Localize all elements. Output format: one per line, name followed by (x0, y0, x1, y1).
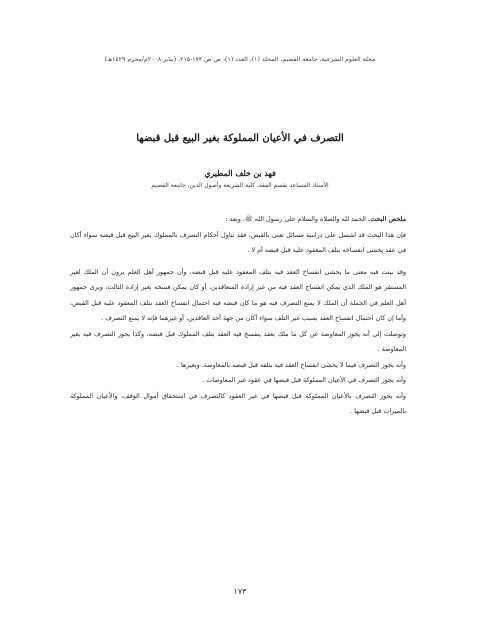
abstract-body (70, 212, 406, 420)
abstract-opening: الحمد لله والصلاة والسلام على رسول الله ﷺ، وبعد : (225, 215, 366, 223)
page-number: ١٧٣ (233, 587, 247, 596)
author-affiliation: الأستاذ المساعد بقسم الفقه، كلية الشريعة وأصول الدين، جامعة القصيم (151, 182, 329, 189)
abstract-paragraph: وأنه يجوز التصرف بالأعيان المملوكة قبل قبضها في غير العقود كالتصرف في استحقاق أموال الوقف، والأعيان المملوكة بالميراث قبل قبضها . (70, 391, 406, 415)
abstract-paragraph: فإن هذا البحث قد اشتمل على دراسة مسائل تعنى بالقبض، فقد تناول أحكام التصرف بالمملوك بغير البيع قبل قبضه سواء أكان في عقد يخشى انفساخه بتلف المعقود عليه قبل قبضه أم لا . (70, 230, 406, 254)
abstract-paragraph: وتوصلت إلى أنه يجوز المعاوضة عن كل ما ملك بعقد ينفسخ فيه العقد بتلف المملوك قبل قبضه، وكذا يجوز التصرف فيه بغير المعاوضة . (70, 329, 406, 353)
article-title: التصرف في الأعيان المملوكة بغير البيع قبل قبضها (136, 133, 344, 144)
abstract-lead: ملخص البحث. (368, 215, 406, 223)
author-name: فهد بن خلف المطيري (204, 169, 276, 178)
abstract-intro (70, 212, 406, 228)
abstract-paragraph: وأنه يجوز التصرف فيما لا يخشى انفساخ العقد فيه بتلفه قبل قبضه بالمعاوضة، وبغيرها . (176, 360, 406, 369)
journal-citation-header: مجلة العلوم الشرعية، جامعة القصيم، المجلد (١)، العدد (١)، ص ص ١٧٣-٢١٥، (يناير ٢٠٠٨م/محرم ١٤٢٩هـ) (104, 56, 376, 63)
abstract-paragraph: وأنه يجوز التصرف في الأعيان المملوكة قبل قبضها في عقود غير المعاوضات . (202, 376, 406, 384)
abstract-paragraph: وقد بينت فيه معنى ما يخشى انفساخ العقد فيه بتلف المعقود عليه قبل قبضه، وأن جمهور أهل العلم يرون أن الملك لغير المستقر هو الملك الذي يمكن انفساخ العقد فيه من غير إرادة المتعاقدين، أو كان يمكن فسخه بغير إرادة الثالث، ويرى جمهور أهل العلم في الجملة أن الملك لا يمنع التصرف فيه هو ما كان قبضه فيه احتمال انفساخ العقد بتلف المعقود عليه قبل القبض، وأما إن كان احتمال انفساخ العقد بسبب غير التلف سواء أكان من جهة أحد العاقدين، أو غيرهما فإنه لا يمنع التصرف . (70, 267, 406, 322)
